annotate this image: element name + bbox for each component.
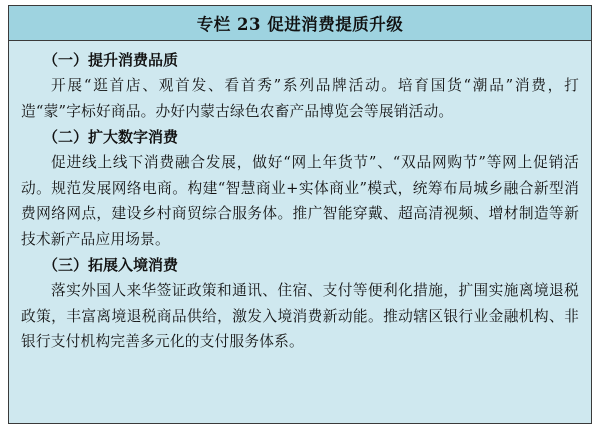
- section-heading-1: （一）提升消费品质: [43, 51, 179, 69]
- box-title-bar: [9, 6, 591, 41]
- section-paragraph-3: 落实外国人来华签证政策和通讯、住宿、支付等便利化措施，扩围实施离境退税政策，丰富离境退税商品供给，激发入境消费新动能。推动辖区银行业金融机构、非银行支付机构完善多元化的支付服务体系。: [21, 282, 579, 350]
- section-paragraph-2: 促进线上线下消费融合发展，做好“网上年货节”、“双品网购节”等网上促销活动。规范发展网络电商。构建“智慧商业+实体商业”模式，统筹布局城乡融合新型消费网络网点，建设乡村商贸综合服务体。推广智能穿戴、超高清视频、增材制造等新技术新产品应用场景。: [21, 154, 579, 248]
- section-heading-3: （三）拓展入境消费: [43, 256, 179, 274]
- section-heading-2: （二）扩大数字消费: [43, 128, 179, 146]
- feature-box: [8, 5, 592, 424]
- section-paragraph-1: 开展“逛首店、观首发、看首秀”系列品牌活动。培育国货“潮品”消费，打造“蒙”字标好商品。办好内蒙古绿色农畜产品博览会等展销活动。: [21, 77, 579, 120]
- box-body: [9, 41, 591, 423]
- box-title: 专栏 23 促进消费提质升级: [196, 15, 404, 34]
